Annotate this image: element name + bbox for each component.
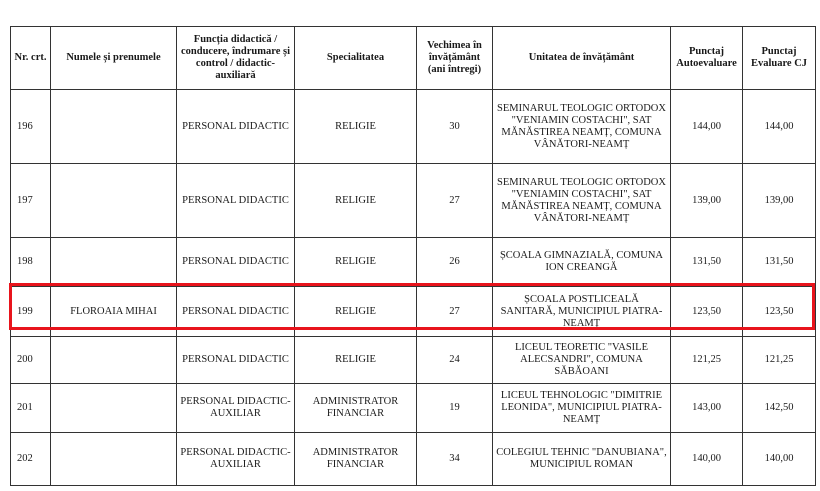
cell-nr: 201 — [11, 384, 51, 433]
table-row — [11, 433, 816, 486]
cell-function: PERSONAL DIDACTIC — [177, 90, 295, 164]
cell-function: PERSONAL DIDACTIC — [177, 337, 295, 384]
header-cj-eval: Punctaj Evaluare CJ — [743, 27, 816, 90]
cell-self-eval: 139,00 — [671, 164, 743, 238]
cell-seniority: 24 — [417, 337, 493, 384]
cell-seniority: 26 — [417, 238, 493, 287]
header-function: Funcția didactică / conducere, îndrumare și control / didactic-auxiliară — [177, 27, 295, 90]
cell-nr: 200 — [11, 337, 51, 384]
cell-seniority: 27 — [417, 287, 493, 337]
table-row-highlighted — [11, 287, 816, 337]
cell-name — [51, 337, 177, 384]
cell-unit: SEMINARUL TEOLOGIC ORTODOX "VENIAMIN COSTACHI", SAT MĂNĂSTIREA NEAMȚ, COMUNA VÂNĂTORI-NEAMȚ — [493, 90, 671, 164]
cell-specialty: RELIGIE — [295, 164, 417, 238]
cell-self-eval: 121,25 — [671, 337, 743, 384]
header-specialty: Specialitatea — [295, 27, 417, 90]
cell-function: PERSONAL DIDACTIC — [177, 238, 295, 287]
header-seniority: Vechimea în învățământ (ani întregi) — [417, 27, 493, 90]
header-row — [11, 27, 816, 90]
cell-name — [51, 433, 177, 486]
cell-self-eval: 123,50 — [671, 287, 743, 337]
cell-unit: ȘCOALA POSTLICEALĂ SANITARĂ, MUNICIPIUL PIATRA-NEAMȚ — [493, 287, 671, 337]
cell-unit: ȘCOALA GIMNAZIALĂ, COMUNA ION CREANGĂ — [493, 238, 671, 287]
cell-self-eval: 140,00 — [671, 433, 743, 486]
cell-cj-eval: 142,50 — [743, 384, 816, 433]
cell-function: PERSONAL DIDACTIC — [177, 287, 295, 337]
cell-unit: LICEUL TEORETIC "VASILE ALECSANDRI", COMUNA SĂBĂOANI — [493, 337, 671, 384]
table-row — [11, 90, 816, 164]
cell-function: PERSONAL DIDACTIC-AUXILIAR — [177, 384, 295, 433]
cell-seniority: 27 — [417, 164, 493, 238]
cell-name — [51, 384, 177, 433]
cell-specialty: ADMINISTRATOR FINANCIAR — [295, 384, 417, 433]
cell-specialty: RELIGIE — [295, 337, 417, 384]
cell-cj-eval: 140,00 — [743, 433, 816, 486]
cell-nr: 198 — [11, 238, 51, 287]
header-name: Numele și prenumele — [51, 27, 177, 90]
cell-name — [51, 164, 177, 238]
header-self-eval: Punctaj Autoevaluare — [671, 27, 743, 90]
cell-seniority: 19 — [417, 384, 493, 433]
cell-function: PERSONAL DIDACTIC — [177, 164, 295, 238]
cell-unit: LICEUL TEHNOLOGIC "DIMITRIE LEONIDA", MUNICIPIUL PIATRA-NEAMȚ — [493, 384, 671, 433]
cell-nr: 199 — [11, 287, 51, 337]
table-row — [11, 238, 816, 287]
cell-self-eval: 131,50 — [671, 238, 743, 287]
cell-name — [51, 90, 177, 164]
cell-nr: 197 — [11, 164, 51, 238]
cell-specialty: ADMINISTRATOR FINANCIAR — [295, 433, 417, 486]
cell-seniority: 30 — [417, 90, 493, 164]
cell-cj-eval: 123,50 — [743, 287, 816, 337]
cell-unit: SEMINARUL TEOLOGIC ORTODOX "VENIAMIN COSTACHI", SAT MĂNĂSTIREA NEAMȚ, COMUNA VÂNĂTORI-NEAMȚ — [493, 164, 671, 238]
table-row — [11, 164, 816, 238]
header-unit: Unitatea de învățământ — [493, 27, 671, 90]
cell-nr: 196 — [11, 90, 51, 164]
cell-specialty: RELIGIE — [295, 287, 417, 337]
cell-function: PERSONAL DIDACTIC-AUXILIAR — [177, 433, 295, 486]
cell-name — [51, 238, 177, 287]
table-row — [11, 384, 816, 433]
cell-self-eval: 143,00 — [671, 384, 743, 433]
cell-self-eval: 144,00 — [671, 90, 743, 164]
evaluation-table — [10, 26, 816, 486]
cell-nr: 202 — [11, 433, 51, 486]
cell-cj-eval: 131,50 — [743, 238, 816, 287]
cell-specialty: RELIGIE — [295, 90, 417, 164]
table-row — [11, 337, 816, 384]
cell-name: FLOROAIA MIHAI — [51, 287, 177, 337]
cell-cj-eval: 144,00 — [743, 90, 816, 164]
cell-cj-eval: 139,00 — [743, 164, 816, 238]
header-nr: Nr. crt. — [11, 27, 51, 90]
cell-specialty: RELIGIE — [295, 238, 417, 287]
cell-unit: COLEGIUL TEHNIC "DANUBIANA", MUNICIPIUL ROMAN — [493, 433, 671, 486]
cell-cj-eval: 121,25 — [743, 337, 816, 384]
cell-seniority: 34 — [417, 433, 493, 486]
